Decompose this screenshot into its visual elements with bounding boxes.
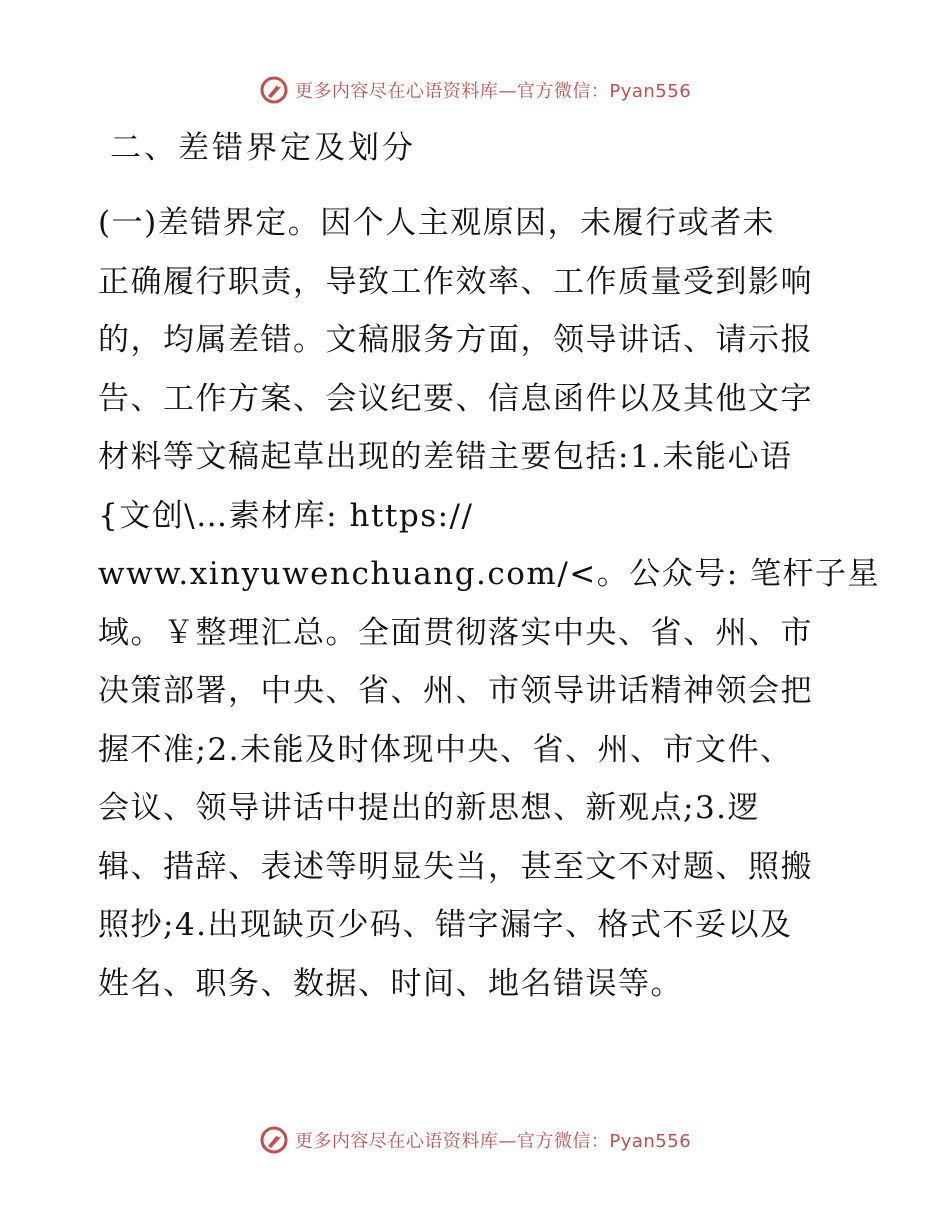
body-line: (一)差错界定。因个人主观原因，未履行或者未 bbox=[98, 205, 776, 241]
footer-banner bbox=[0, 1120, 950, 1160]
body-line: 的，均属差错。文稿服务方面，领导讲话、请示报 bbox=[98, 322, 813, 358]
footer-banner-text: 更多内容尽在心语资料库—官方微信：Pyan556 bbox=[294, 1131, 692, 1152]
body-line: 姓名、职务、数据、时间、地名错误等。 bbox=[98, 965, 683, 1002]
body-line: 正确履行职责，导致工作效率、工作质量受到影响 bbox=[98, 263, 813, 300]
pen-logo-icon bbox=[259, 75, 289, 105]
body-paragraph bbox=[98, 194, 881, 1013]
body-line: {文创\…素材库: https:// bbox=[98, 497, 474, 534]
header-banner-text: 更多内容尽在心语资料库—官方微信：Pyan556 bbox=[294, 81, 692, 102]
body-line: 告、工作方案、会议纪要、信息函件以及其他文字 bbox=[98, 380, 813, 417]
body-line: 握不准;2.未能及时体现中央、省、州、市文件、 bbox=[98, 731, 793, 768]
body-line: 决策部署，中央、省、州、市领导讲话精神领会把 bbox=[98, 673, 813, 709]
section-heading: 二、差错界定及划分 bbox=[110, 130, 416, 166]
body-line: 照抄;4.出现缺页少码、错字漏字、格式不妥以及 bbox=[98, 907, 793, 943]
body-line: 材料等文稿起草出现的差错主要包括:1.未能心语 bbox=[98, 439, 793, 475]
body-line: 辑、措辞、表述等明显失当，甚至文不对题、照搬 bbox=[98, 848, 813, 885]
pen-logo-icon bbox=[259, 1125, 289, 1155]
body-line: 域。￥整理汇总。全面贯彻落实中央、省、州、市 bbox=[98, 614, 813, 651]
body-line: 会议、领导讲话中提出的新思想、新观点;3.逻 bbox=[98, 790, 761, 826]
header-banner bbox=[0, 70, 950, 110]
body-line: www.xinyuwenchuang.com/<。公众号: 笔杆子星 bbox=[98, 556, 881, 592]
